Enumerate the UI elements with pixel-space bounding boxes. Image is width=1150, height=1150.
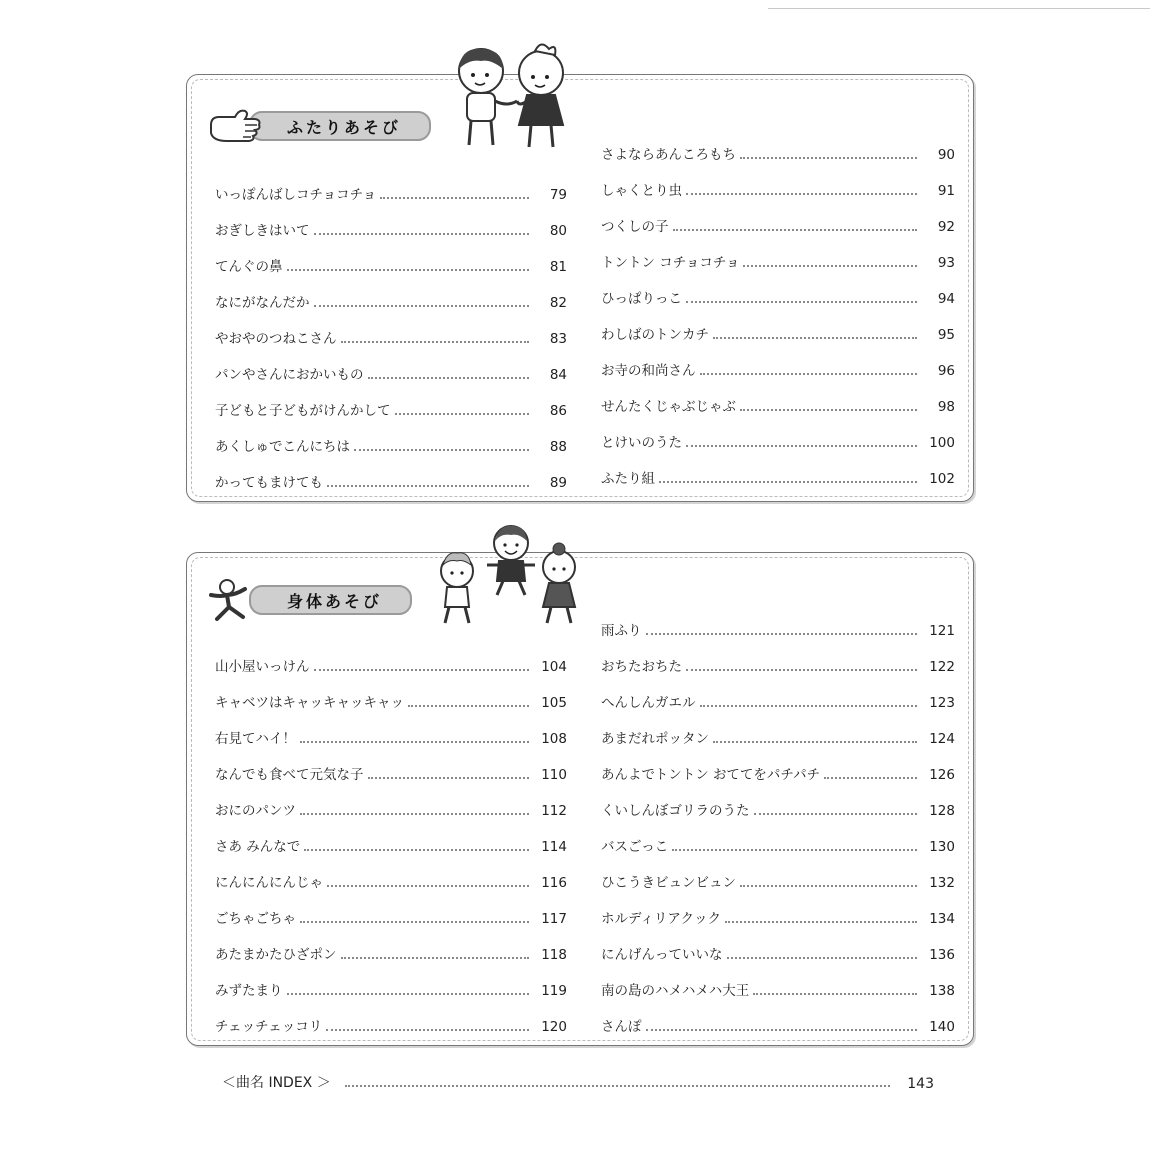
- leader-dots: [300, 813, 529, 815]
- section-futari-asobi: [186, 74, 974, 502]
- leader-dots: [725, 921, 917, 923]
- toc-entry[interactable]: [601, 163, 955, 199]
- entry-page: 93: [937, 255, 955, 271]
- leader-dots: [304, 849, 529, 851]
- entry-page: 86: [549, 403, 567, 419]
- entry-title: おちたおちた: [601, 659, 682, 675]
- entry-page: 123: [929, 695, 955, 711]
- entry-page: 114: [541, 839, 567, 855]
- entry-title: あまだれポッタン: [601, 731, 709, 747]
- toc-entry[interactable]: [215, 927, 567, 963]
- entry-title: さあ みんなで: [215, 839, 301, 855]
- entry-page: 132: [929, 875, 955, 891]
- toc-entry[interactable]: [215, 203, 567, 239]
- entry-title: チェッチェッコリ: [215, 1019, 323, 1035]
- toc-entry[interactable]: [601, 963, 955, 999]
- entry-page: 124: [929, 731, 955, 747]
- entry-page: 98: [937, 399, 955, 415]
- leader-dots: [408, 705, 529, 707]
- section-header: [205, 103, 431, 149]
- toc-entry[interactable]: [215, 639, 567, 675]
- entry-page: 112: [541, 803, 567, 819]
- toc-entry[interactable]: [215, 239, 567, 275]
- leader-dots: [824, 777, 917, 779]
- entry-page: 81: [549, 259, 567, 275]
- leader-dots: [672, 849, 917, 851]
- leader-dots: [754, 813, 918, 815]
- two-kids-handshake-illustration: [431, 41, 591, 153]
- toc-entry[interactable]: [215, 783, 567, 819]
- leader-dots: [740, 885, 917, 887]
- entry-page: 117: [541, 911, 567, 927]
- entry-title: しゃくとり虫: [601, 183, 682, 199]
- entry-title: ふたり組: [601, 471, 655, 487]
- entry-page: 96: [937, 363, 955, 379]
- leader-dots: [327, 485, 529, 487]
- entry-title: キャベツはキャッキャッキャッ: [215, 695, 404, 711]
- entry-page: 92: [937, 219, 955, 235]
- left-column: [215, 639, 567, 1035]
- leader-dots: [646, 633, 918, 635]
- toc-entry[interactable]: [215, 891, 567, 927]
- entry-page: 104: [541, 659, 567, 675]
- leader-dots: [314, 669, 530, 671]
- toc-entry[interactable]: [215, 347, 567, 383]
- three-kids-jumping-illustration: [427, 523, 597, 633]
- toc-entry[interactable]: [215, 383, 567, 419]
- entry-title: かってもまけても: [215, 475, 323, 491]
- leader-dots: [740, 157, 917, 159]
- toc-entry[interactable]: [601, 783, 955, 819]
- leader-dots: [646, 1029, 918, 1031]
- section-header: [205, 577, 412, 623]
- toc-entry[interactable]: [215, 419, 567, 455]
- toc-entry[interactable]: [601, 235, 955, 271]
- toc-entry[interactable]: [601, 271, 955, 307]
- leader-dots: [300, 741, 529, 743]
- entry-page: 91: [937, 183, 955, 199]
- leader-dots: [753, 993, 917, 995]
- toc-entry[interactable]: [215, 999, 567, 1035]
- entry-page: 84: [549, 367, 567, 383]
- entry-title: へんしんガエル: [601, 695, 696, 711]
- entry-page: 80: [549, 223, 567, 239]
- entry-page: 90: [937, 147, 955, 163]
- leader-dots: [326, 1029, 529, 1031]
- entry-title: 子どもと子どもがけんかして: [215, 403, 391, 419]
- leader-dots: [287, 993, 530, 995]
- entry-title: くいしんぼゴリラのうた: [601, 803, 750, 819]
- entry-title: あたまかたひざポン: [215, 947, 337, 963]
- entry-page: 119: [541, 983, 567, 999]
- entry-title: 山小屋いっけん: [215, 659, 310, 675]
- entry-page: 95: [937, 327, 955, 343]
- entry-title: つくしの子: [601, 219, 669, 235]
- entry-title: てんぐの鼻: [215, 259, 283, 275]
- toc-entry[interactable]: [215, 675, 567, 711]
- toc-entry[interactable]: [601, 675, 955, 711]
- entry-title: せんたくじゃぶじゃぶ: [601, 399, 736, 415]
- entry-page: 82: [549, 295, 567, 311]
- entry-page: 116: [541, 875, 567, 891]
- toc-entry[interactable]: [601, 819, 955, 855]
- entry-title: なにがなんだか: [215, 295, 310, 311]
- toc-entry[interactable]: [215, 855, 567, 891]
- entry-title: にんげんっていいな: [601, 947, 723, 963]
- leader-dots: [395, 413, 530, 415]
- leader-dots: [686, 193, 917, 195]
- leader-dots: [314, 233, 530, 235]
- leader-dots: [380, 197, 529, 199]
- entry-page: 120: [541, 1019, 567, 1035]
- entry-page: 130: [929, 839, 955, 855]
- leader-dots: [686, 669, 917, 671]
- leader-dots: [345, 1085, 890, 1087]
- leader-dots: [686, 445, 917, 447]
- entry-title: さんぽ: [601, 1019, 642, 1035]
- entry-title: わしばのトンカチ: [601, 327, 709, 343]
- leader-dots: [713, 337, 917, 339]
- toc-entry[interactable]: [601, 307, 955, 343]
- toc-entry[interactable]: [601, 343, 955, 379]
- entry-page: 105: [541, 695, 567, 711]
- entry-page: 134: [929, 911, 955, 927]
- toc-entry[interactable]: [601, 603, 955, 639]
- section-shintai-asobi: [186, 552, 974, 1046]
- leader-dots: [727, 957, 918, 959]
- toc-entry[interactable]: [215, 311, 567, 347]
- toc-entry[interactable]: [215, 455, 567, 491]
- entry-page: 136: [929, 947, 955, 963]
- toc-entry[interactable]: [215, 963, 567, 999]
- entry-title: おぎしきはいて: [215, 223, 310, 239]
- entry-title: やおやのつねこさん: [215, 331, 337, 347]
- entry-title: 南の島のハメハメハ大王: [601, 983, 750, 999]
- leader-dots: [713, 741, 917, 743]
- right-column: [601, 603, 955, 1035]
- entry-page: 89: [549, 475, 567, 491]
- entry-page: 79: [549, 187, 567, 203]
- entry-title: にんにんにんじゃ: [215, 875, 323, 891]
- entry-title: ひっぱりっこ: [601, 291, 682, 307]
- entry-page: 121: [929, 623, 955, 639]
- entry-title: パンやさんにおかいもの: [215, 367, 364, 383]
- leader-dots: [287, 269, 530, 271]
- leader-dots: [341, 341, 530, 343]
- entry-title: さよならあんころもち: [601, 147, 736, 163]
- entry-page: 88: [549, 439, 567, 455]
- entry-title: バスごっこ: [601, 839, 669, 855]
- entry-title: 雨ふり: [601, 623, 642, 639]
- toc-entry[interactable]: [215, 275, 567, 311]
- leader-dots: [659, 481, 917, 483]
- toc-entry[interactable]: [601, 639, 955, 675]
- toc-entry[interactable]: [601, 127, 955, 163]
- section-title: 身体あそび: [249, 585, 412, 615]
- leader-dots: [700, 705, 918, 707]
- toc-entry[interactable]: [601, 199, 955, 235]
- leader-dots: [368, 377, 530, 379]
- toc-entry[interactable]: [601, 855, 955, 891]
- entry-page: 122: [929, 659, 955, 675]
- entry-page: 83: [549, 331, 567, 347]
- section-title: ふたりあそび: [249, 111, 431, 141]
- toc-entry[interactable]: [601, 451, 955, 487]
- entry-title: トントン コチョコチョ: [601, 255, 740, 271]
- leader-dots: [740, 409, 917, 411]
- entry-title: あんよでトントン おててをパチパチ: [601, 767, 821, 783]
- entry-page: 126: [929, 767, 955, 783]
- toc-entry[interactable]: [215, 711, 567, 747]
- entry-page: 94: [937, 291, 955, 307]
- toc-entry[interactable]: [601, 747, 955, 783]
- toc-entry[interactable]: [601, 415, 955, 451]
- toc-entry[interactable]: [601, 379, 955, 415]
- toc-entry[interactable]: [215, 747, 567, 783]
- entry-title: いっぽんばしコチョコチョ: [215, 187, 377, 203]
- leader-dots: [314, 305, 530, 307]
- entry-title: ひこうきビュンビュン: [601, 875, 736, 891]
- entry-title: なんでも食べて元気な子: [215, 767, 364, 783]
- toc-entry[interactable]: [601, 999, 955, 1035]
- entry-page: 118: [541, 947, 567, 963]
- entry-title: ホルディリアクック: [601, 911, 722, 927]
- hand-pointing-icon: [205, 103, 263, 149]
- toc-entry[interactable]: [601, 927, 955, 963]
- entry-title: ごちゃごちゃ: [215, 911, 296, 927]
- entry-title: 右見てハイ！: [215, 731, 296, 747]
- toc-entry[interactable]: [215, 819, 567, 855]
- leader-dots: [327, 885, 529, 887]
- toc-entry[interactable]: [215, 167, 567, 203]
- entry-page: 108: [541, 731, 567, 747]
- leader-dots: [368, 777, 530, 779]
- entry-page: 100: [929, 435, 955, 451]
- entry-title: おにのパンツ: [215, 803, 296, 819]
- leader-dots: [743, 265, 917, 267]
- right-column: [601, 127, 955, 487]
- footer-title: ＜曲名 INDEX ＞: [222, 1075, 331, 1091]
- entry-title: お寺の和尚さん: [601, 363, 696, 379]
- leader-dots: [700, 373, 918, 375]
- entry-page: 110: [541, 767, 567, 783]
- index-footer-entry[interactable]: [222, 1062, 934, 1092]
- leader-dots: [673, 229, 918, 231]
- entry-page: 128: [929, 803, 955, 819]
- entry-title: みずたまり: [215, 983, 283, 999]
- entry-page: 138: [929, 983, 955, 999]
- entry-page: 140: [929, 1019, 955, 1035]
- entry-title: とけいのうた: [601, 435, 682, 451]
- footer-page: 143: [907, 1076, 934, 1092]
- left-column: [215, 167, 567, 491]
- top-divider: [768, 8, 1150, 9]
- toc-entry[interactable]: [601, 711, 955, 747]
- toc-entry[interactable]: [601, 891, 955, 927]
- leader-dots: [686, 301, 917, 303]
- jumping-figure-icon: [205, 577, 263, 623]
- entry-page: 102: [929, 471, 955, 487]
- leader-dots: [354, 449, 529, 451]
- entry-title: あくしゅでこんにちは: [215, 439, 350, 455]
- leader-dots: [300, 921, 529, 923]
- leader-dots: [341, 957, 530, 959]
